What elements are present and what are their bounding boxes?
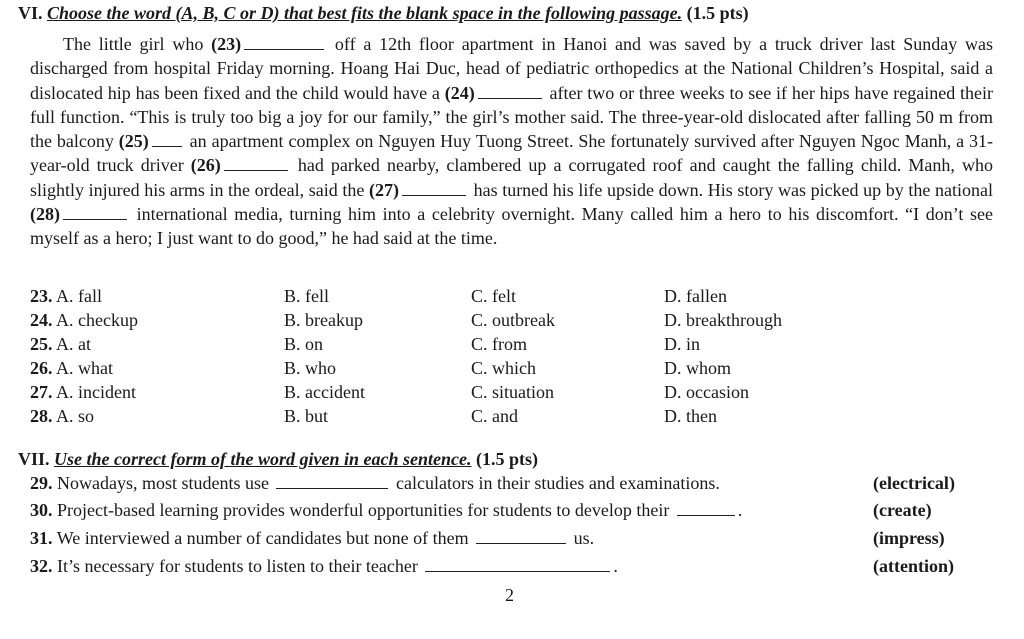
option-a[interactable]: 27. A. incident [30,382,136,402]
word-hint-30: (create) [873,500,932,520]
question-32: 32. It’s necessary for students to listen to their teacher . (attention) [30,556,954,576]
question-30: 30. Project-based learning provides wonderful opportunities for students to develop their . (create) [30,500,932,520]
section-7-roman: VII. [18,449,50,469]
blank-28[interactable] [63,205,127,220]
question-27-options [30,382,990,406]
word-hint-32: (attention) [873,556,954,576]
word-hint-29: (electrical) [873,473,955,493]
option-c[interactable]: C. situation [471,382,555,402]
option-d[interactable]: D. breakthrough [664,310,782,330]
option-a[interactable]: 23. A. fall [30,286,102,306]
section-7-instruction: Use the correct form of the word given in each sentence. [54,449,472,469]
page-number: 2 [505,585,514,605]
blank-27[interactable] [402,181,466,196]
blank-number-28: (28) [30,204,60,225]
question-24-options [30,310,990,334]
blank-25[interactable] [152,132,182,147]
option-b[interactable]: B. who [284,358,337,378]
option-b[interactable]: B. on [284,334,324,354]
blank-number-27: (27) [368,179,399,200]
section-7-heading [18,449,538,470]
option-d[interactable]: D. in [664,334,700,354]
option-b[interactable]: B. accident [284,382,365,402]
blank-number-23: (23) [211,34,242,54]
question-28-options [30,406,990,430]
option-d[interactable]: D. then [664,406,717,426]
option-d[interactable]: D. fallen [664,286,727,306]
option-a[interactable]: 25. A. at [30,334,92,354]
answer-blank-31[interactable] [476,529,566,544]
blank-26[interactable] [224,156,288,171]
question-25-options [30,334,990,358]
blank-number-26: (26) [190,155,221,176]
section-6-instruction: Choose the word (A, B, C or D) that best fits the blank space in the following passage. [47,3,683,23]
option-c[interactable]: C. which [471,358,536,378]
option-d[interactable]: D. occasion [664,382,749,402]
answer-blank-32[interactable] [425,557,610,572]
question-23-options [30,286,990,310]
option-a[interactable]: 28. A. so [30,406,95,426]
reading-passage: The little girl who (23) off a 12th floor apartment in Hanoi and was saved by a truck driver last Sunday was discharged from hospital Friday morning. Hoang Hai Duc, head of pediatric orthopedics at the National Children’s Hospital, said a dislocated hip has been fixed and the child would have a (24) after two or three weeks to see if her hips have regained their full function. “This is truly too big a joy for our family,” the girl’s mother said. The three-year-old dislocated after falling 50 m from the balcony (25) an apartment complex on Nguyen Huy Tuong Street. She fortunately survived after Nguyen Ngoc Manh, a 31-year-old truck driver (26) had parked nearby, clambered up a corrugated roof and caught the falling child. Manh, who slightly injured his arms in the ordeal, said the (27) has turned his life upside down. His story was picked up by the national (28) international media, turning him into a celebrity overnight. Many called him a hero to his discomfort. “I don’t see myself as a hero; I just want to do good,” he had said at the time. [30,34,993,249]
option-a[interactable]: 24. A. checkup [30,310,138,330]
blank-23[interactable] [244,35,324,50]
section-6-roman: VI. [18,3,43,23]
answer-blank-29[interactable] [276,474,388,489]
option-b[interactable]: B. fell [284,286,329,306]
option-c[interactable]: C. from [471,334,527,354]
question-26-options [30,358,990,382]
section-6-heading [18,3,749,24]
option-b[interactable]: B. but [284,406,329,426]
blank-number-25: (25) [118,131,149,152]
blank-number-24: (24) [444,82,475,103]
option-a[interactable]: 26. A. what [30,358,114,378]
question-29: 29. Nowadays, most students use calculators in their studies and examinations. (electrical) [30,473,955,493]
answer-blank-30[interactable] [677,501,735,516]
option-b[interactable]: B. breakup [284,310,363,330]
question-31: 31. We interviewed a number of candidates but none of them us. (impress) [30,528,945,548]
option-c[interactable]: C. felt [471,286,516,306]
option-c[interactable]: C. and [471,406,518,426]
option-c[interactable]: C. outbreak [471,310,555,330]
word-hint-31: (impress) [873,528,945,548]
section-6-points: (1.5 pts) [686,3,749,23]
blank-24[interactable] [478,84,542,99]
option-d[interactable]: D. whom [664,358,731,378]
section-7-points: (1.5 pts) [475,449,538,469]
